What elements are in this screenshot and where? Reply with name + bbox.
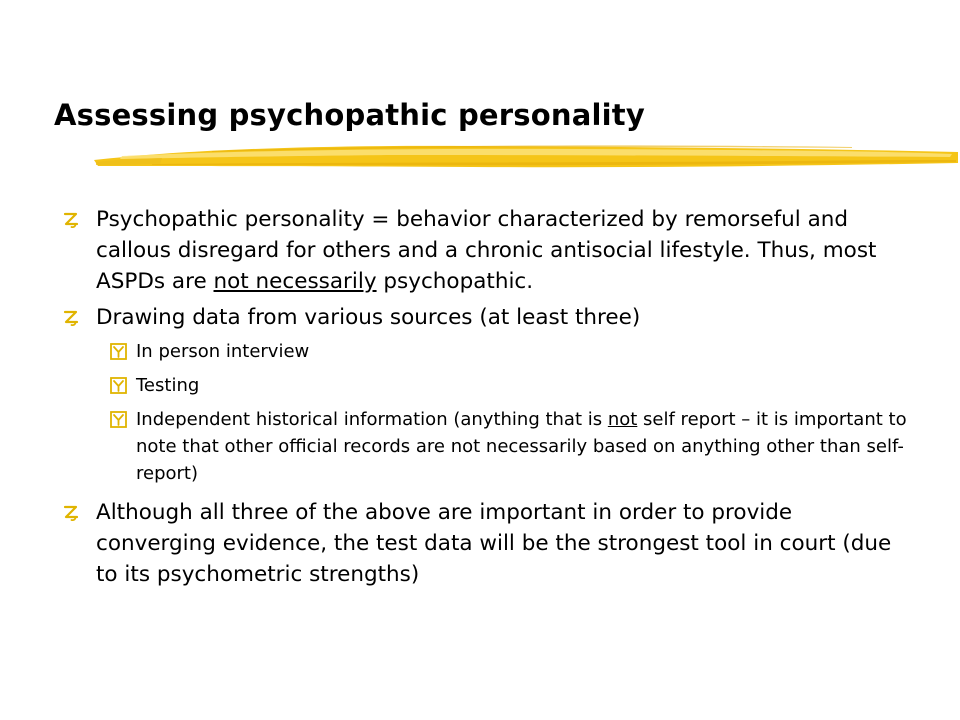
z-script-bullet-icon <box>62 308 80 326</box>
underlined-text: not necessarily <box>213 269 377 294</box>
sub-bullet-text: Independent historical information (anything that is <box>136 409 608 430</box>
underlined-text: not <box>607 409 638 430</box>
bullet-text: Although all three of the above are important in order to provide converging evidence, the test data will be the strongest tool in court (due to its psychometric strengths) <box>96 500 892 587</box>
bullet-text: Psychopathic personality = behavior characterized by remorseful and callous disregard for others and a chronic antisocial lifestyle. Thus, most ASPDs are <box>96 207 877 294</box>
bullet-text: psychopathic. <box>376 269 534 294</box>
z-script-bullet-icon <box>62 210 80 228</box>
sub-bullet-text: Testing <box>136 375 200 396</box>
slide-title: Assessing psychopathic personality <box>54 98 645 132</box>
sub-bullet-item <box>60 372 910 399</box>
checkbox-bullet-icon <box>110 343 127 360</box>
sub-bullet-text: self report – it is important to note that other official records are not necessarily based on anything other than self-report) <box>136 409 907 484</box>
slide-content <box>60 204 910 595</box>
sub-bullet-text: In person interview <box>136 341 310 362</box>
sub-bullet-item <box>60 406 910 487</box>
bullet-item <box>60 497 910 590</box>
bullet-item <box>60 204 910 297</box>
title-brush-stroke-icon <box>92 136 960 178</box>
checkbox-bullet-icon <box>110 377 127 394</box>
bullet-text: Drawing data from various sources (at least three) <box>96 305 641 330</box>
checkbox-bullet-icon <box>110 411 127 428</box>
z-script-bullet-icon <box>62 503 80 521</box>
bullet-item <box>60 302 910 333</box>
sub-bullet-item <box>60 338 910 365</box>
